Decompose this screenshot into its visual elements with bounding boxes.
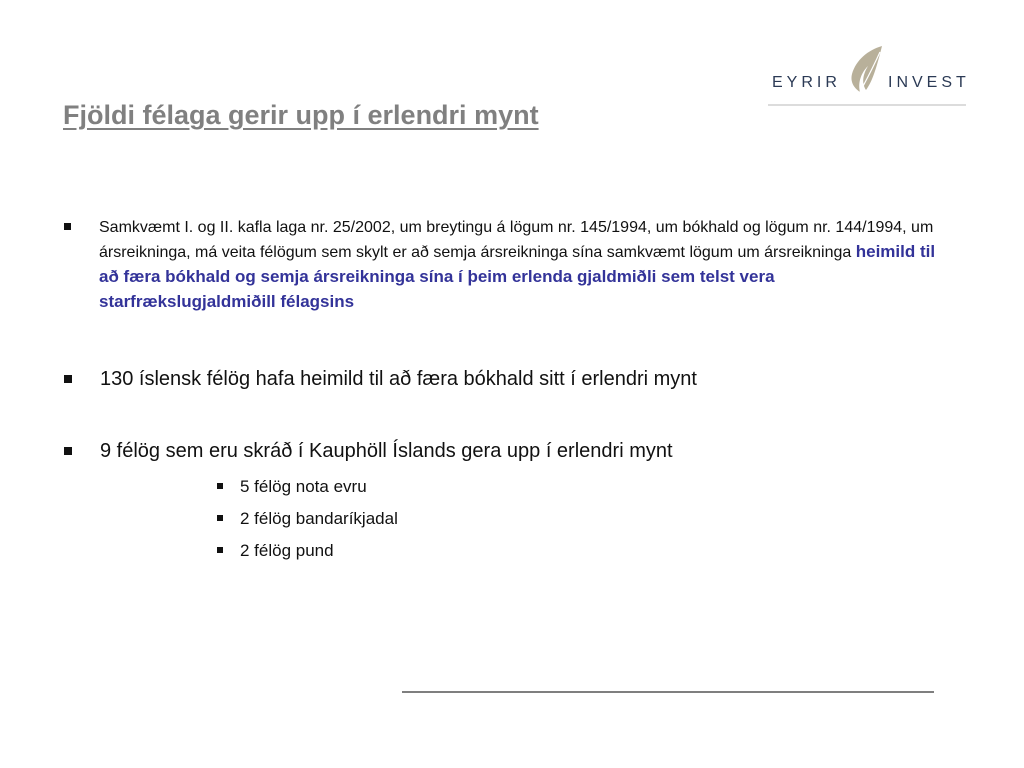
square-bullet-icon: [217, 547, 223, 553]
feather-icon: [842, 44, 888, 96]
sub-bullet-item: [217, 476, 367, 498]
sub-bullet-text: 2 félög pund: [240, 541, 334, 560]
square-bullet-icon: [64, 223, 71, 230]
bullet-item-2: [64, 366, 697, 392]
eyrir-invest-logo: [768, 44, 970, 108]
logo-underline: [768, 104, 966, 106]
sub-bullet-item: [217, 508, 398, 530]
bullet-text-1-highlight: heimild til að færa bókhald og semja ársreikninga sína í þeim erlenda gjaldmiðli sem telst vera starfrækslugjaldmiðill félagsins: [99, 242, 936, 311]
slide-title: Fjöldi félaga gerir upp í erlendri mynt: [63, 100, 539, 130]
bullet-item-3: [64, 438, 673, 464]
bullet-item-1: [64, 216, 944, 315]
square-bullet-icon: [217, 515, 223, 521]
square-bullet-icon: [217, 483, 223, 489]
bullet-text-2: 130 íslensk félög hafa heimild til að færa bókhald sitt í erlendri mynt: [100, 368, 697, 390]
bullet-text-3: 9 félög sem eru skráð í Kauphöll Íslands gera upp í erlendri mynt: [100, 440, 673, 462]
bullet-text-1: [99, 216, 944, 315]
sub-bullet-text: 5 félög nota evru: [240, 477, 367, 496]
bullet-text-1-body: Samkvæmt I. og II. kafla laga nr. 25/2002, um breytingu á lögum nr. 145/1994, um bókhald og lögum nr. 144/1994, um ársreikninga, má veita félögum sem skylt er að semja ársreikninga sína samkvæmt lögum um ársreikninga: [99, 219, 934, 261]
logo-word-eyrir: EYRIR: [772, 74, 841, 91]
footer-divider: [402, 691, 934, 693]
sub-bullet-text: 2 félög bandaríkjadal: [240, 509, 398, 528]
sub-bullet-item: [217, 540, 334, 562]
square-bullet-icon: [64, 375, 72, 383]
square-bullet-icon: [64, 447, 72, 455]
logo-word-invest: INVEST: [888, 74, 970, 91]
